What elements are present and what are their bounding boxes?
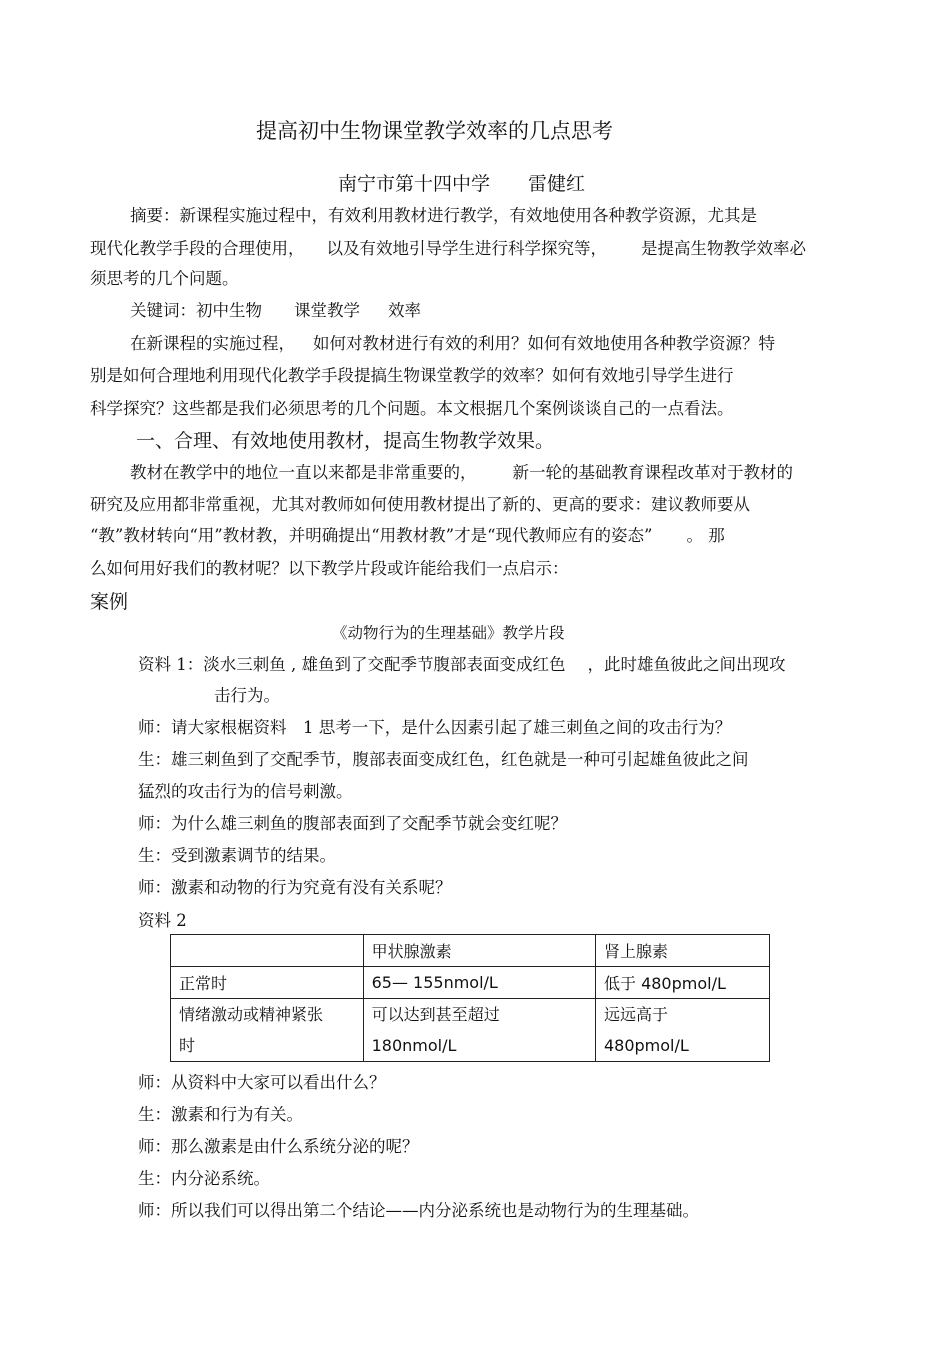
table-cell: 远远高于 480pmol/L (595, 999, 769, 1062)
table-cell (171, 935, 364, 967)
intro-line-3: 科学探究？这些都是我们必须思考的几个问题。本文根据几个案例谈谈自己的一点看法。 (90, 399, 734, 418)
abstract-line-2: 现代化教学手段的合理使用， 以及有效地引导学生进行科学探究等， 是提高生物教学效率必 (90, 239, 806, 258)
section-heading-1: 一、合理、有效地使用教材，提高生物教学效果。 (136, 430, 555, 452)
dialogue-line: 师：所以我们可以得出第二个结论——内分泌系统也是动物行为的生理基础。 (138, 1201, 699, 1220)
table-cell: 65— 155nmol/L (363, 967, 595, 999)
material1-line-1: 资料 1：淡水三刺鱼 , 雄鱼到了交配季节腹部表面变成红色 ，此时雄鱼彼此之间出现攻 (138, 655, 786, 674)
dialogue-line: 师：从资料中大家可以看出什么？ (138, 1073, 386, 1092)
table-cell: 可以达到甚至超过 180nmol/L (363, 999, 595, 1062)
keywords: 关键词：初中生物 课堂教学 效率 (130, 301, 421, 320)
byline-school: 南宁市第十四中学 (338, 173, 491, 195)
para1-line-2: 研究及应用都非常重视，尤其对教师如何使用教材提出了新的、更高的要求：建议教师要从 (90, 495, 750, 514)
dialogue-line: 生：内分泌系统。 (138, 1169, 270, 1188)
dialogue-line: 师：那么激素是由什么系统分泌的呢？ (138, 1137, 419, 1156)
dialogue-line: 猛烈的攻击行为的信号刺激。 (138, 782, 353, 801)
table-header-cell: 肾上腺素 (595, 935, 769, 967)
table-row (171, 967, 770, 999)
table-cell: 低于 480pmol/L (595, 967, 769, 999)
hormone-table (170, 934, 770, 1062)
byline (338, 171, 585, 197)
table-row (171, 935, 770, 967)
abstract-line-1: 摘要：新课程实施过程中，有效利用教材进行教学，有效地使用各种教学资源，尤其是 (130, 206, 757, 225)
dialogue-line: 生：激素和行为有关。 (138, 1105, 303, 1124)
para1-line-1: 教材在教学中的地位一直以来都是非常重要的， 新一轮的基础教育课程改革对于教材的 (130, 463, 793, 482)
intro-line-2: 别是如何合理地利用现代化教学手段提搞生物课堂教学的效率？如何有效地引导学生进行 (90, 366, 734, 385)
intro-line-1: 在新课程的实施过程， 如何对教材进行有效的利用？如何有效地使用各种教学资源？特 (130, 334, 775, 353)
para1-line-3: “教”教材转向“用”教材教，并明确提出“用教材教”才是“现代教师应有的姿态” 。 那 (90, 526, 725, 545)
dialogue-line: 生：受到激素调节的结果。 (138, 846, 336, 865)
abstract-line-3: 须思考的几个问题。 (90, 269, 239, 288)
table-header-cell: 甲状腺激素 (363, 935, 595, 967)
dialogue-line: 师：请大家根椐资料 1 思考一下，是什么因素引起了雄三刺鱼之间的攻击行为？ (138, 718, 732, 737)
byline-author: 雷健红 (528, 173, 586, 195)
dialogue-line: 师：激素和动物的行为究竟有没有关系呢？ (138, 878, 452, 897)
table-row (171, 999, 770, 1062)
table-cell: 正常时 (171, 967, 364, 999)
case-title: 《动物行为的生理基础》教学片段 (332, 624, 565, 642)
dialogue-line: 师：为什么雄三刺鱼的腹部表面到了交配季节就会变红呢？ (138, 814, 567, 833)
dialogue-line: 生：雄三刺鱼到了交配季节，腹部表面变成红色，红色就是一种可引起雄鱼彼此之间 (138, 750, 749, 769)
material1-line-2: 击行为。 (214, 686, 280, 705)
material2-label: 资料 2 (138, 911, 187, 930)
case-label: 案例 (90, 591, 129, 613)
para1-line-4: 么如何用好我们的教材呢？以下教学片段或许能给我们一点启示： (90, 559, 569, 578)
page-title: 提高初中生物课堂教学效率的几点思考 (256, 119, 613, 143)
table-cell: 情绪激动或精神紧张 时 (171, 999, 364, 1062)
